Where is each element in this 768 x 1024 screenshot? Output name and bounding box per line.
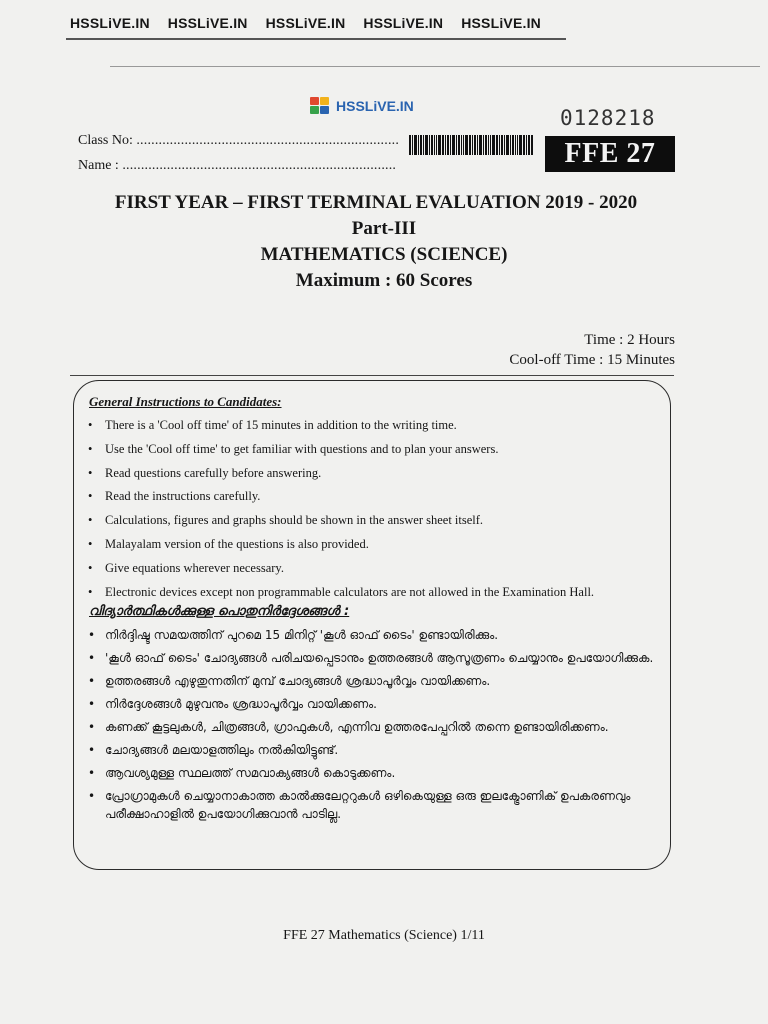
- paper-code-badge: FFE 27: [545, 136, 675, 172]
- section-divider: [70, 375, 674, 376]
- list-item: • 'കൂൾ ഓഫ് ടൈം' ചോദ്യങ്ങൾ പരിചയപ്പെടാനും ഉത്തരങ്ങൾ ആസൂത്രണം ചെയ്യാനും ഉപയോഗിക്കുക.: [88, 649, 666, 667]
- logo-icon: [310, 97, 332, 115]
- instructions-title-malayalam: വിദ്യാർത്ഥികൾക്കുള്ള പൊതുനിർദ്ദേശങ്ങൾ :: [89, 604, 350, 619]
- class-no-field: [78, 133, 399, 149]
- site-logo: [310, 95, 414, 117]
- list-item: • Use the 'Cool off time' to get familiar with questions and to plan your answers.: [88, 438, 658, 462]
- class-no-label: Class No:: [78, 133, 133, 148]
- instructions-list-english: [88, 414, 658, 604]
- name-blank: ..........................................................................: [122, 158, 397, 173]
- exam-duration: Time : 2 Hours: [584, 332, 675, 348]
- page-footer: FFE 27 Mathematics (Science) 1/11: [283, 928, 485, 943]
- name-label: Name :: [78, 158, 119, 173]
- watermark-band: [70, 8, 565, 38]
- watermark-text: HSSLiVE.IN: [265, 15, 346, 31]
- subject-title: MATHEMATICS (SCIENCE): [260, 244, 508, 265]
- name-field: [78, 158, 396, 174]
- top-divider: [66, 38, 566, 40]
- list-item: • Read questions carefully before answering.: [88, 462, 658, 486]
- list-item: • ആവശ്യമുള്ള സ്ഥലത്ത് സമവാക്യങ്ങൾ കൊടുക്കണം.: [88, 764, 666, 782]
- watermark-text: HSSLiVE.IN: [363, 15, 444, 31]
- list-item: • Give equations wherever necessary.: [88, 557, 658, 581]
- instructions-list-malayalam: [88, 626, 666, 828]
- list-item: • നിർദ്ദിഷ്ട സമയത്തിന് പുറമെ 15 മിനിറ്റ് 'കൂൾ ഓഫ് ടൈം' ഉണ്ടായിരിക്കും.: [88, 626, 666, 644]
- cool-off-duration: Cool-off Time : 15 Minutes: [509, 352, 675, 368]
- class-no-blank: .......................................................................: [136, 133, 400, 148]
- list-item: • ഉത്തരങ്ങൾ എഴുതുന്നതിന് മുമ്പ് ചോദ്യങ്ങൾ ശ്രദ്ധാപൂർവ്വം വായിക്കണം.: [88, 672, 666, 690]
- list-item: • Calculations, figures and graphs should be shown in the answer sheet itself.: [88, 509, 658, 533]
- instructions-title: General Instructions to Candidates:: [89, 394, 282, 409]
- scan-edge-line: [110, 66, 760, 67]
- watermark-text: HSSLiVE.IN: [167, 15, 248, 31]
- time-block: [509, 330, 675, 370]
- list-item: • Malayalam version of the questions is also provided.: [88, 533, 658, 557]
- list-item: • Read the instructions carefully.: [88, 485, 658, 509]
- barcode-image: [409, 135, 533, 155]
- watermark-text: HSSLiVE.IN: [70, 15, 150, 31]
- max-score: Maximum : 60 Scores: [295, 270, 473, 291]
- watermark-text: HSSLiVE.IN: [461, 15, 541, 31]
- list-item: • Electronic devices except non programmable calculators are not allowed in the Examination Hall.: [88, 581, 658, 605]
- part-label: Part-III: [351, 218, 417, 239]
- list-item: • നിർദ്ദേശങ്ങൾ മുഴുവനും ശ്രദ്ധാപൂർവ്വം വായിക്കണം.: [88, 695, 666, 713]
- serial-number: 0128218: [560, 106, 656, 130]
- exam-title: FIRST YEAR – FIRST TERMINAL EVALUATION 2019 - 2020: [114, 192, 638, 213]
- logo-text: HSSLiVE.IN: [336, 98, 414, 114]
- list-item: • ചോദ്യങ്ങൾ മലയാളത്തിലും നൽകിയിട്ടുണ്ട്.: [88, 741, 666, 759]
- list-item: • There is a 'Cool off time' of 15 minutes in addition to the writing time.: [88, 414, 658, 438]
- list-item: • പ്രോഗ്രാമുകൾ ചെയ്യാനാകാത്ത കാൽക്കുലേറ്ററുകൾ ഒഴികെയുള്ള ഒരു ഇലക്ട്രോണിക് ഉപകരണവും പരീക്ഷാഹാളിൽ ഉപയോഗിക്കുവാൻ പാടില്ല.: [88, 787, 666, 823]
- list-item: • കണക്ക് കൂട്ടലുകൾ, ചിത്രങ്ങൾ, ഗ്രാഫുകൾ, എന്നിവ ഉത്തരപേപ്പറിൽ തന്നെ ഉണ്ടായിരിക്കണം.: [88, 718, 666, 736]
